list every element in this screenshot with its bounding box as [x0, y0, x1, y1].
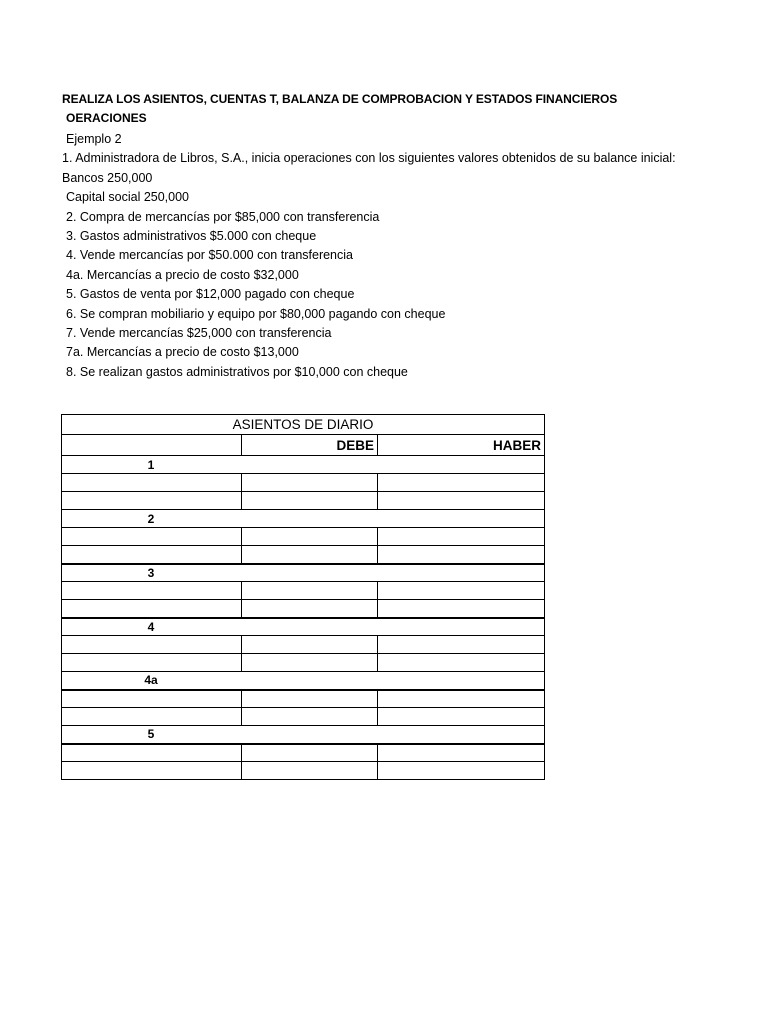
haber-cell[interactable] [378, 492, 545, 510]
debe-cell[interactable] [242, 690, 378, 708]
debe-cell[interactable] [242, 528, 378, 546]
operation-line: Ejemplo 2 [66, 132, 122, 146]
entry-number-row [62, 672, 545, 690]
entry-number: 3 [147, 565, 155, 580]
haber-cell[interactable] [378, 474, 545, 492]
entry-number: 5 [147, 727, 155, 742]
operation-line: 7. Vende mercancías $25,000 con transferencia [66, 325, 332, 340]
journal-table [61, 414, 545, 780]
haber-cell[interactable] [378, 762, 545, 780]
haber-cell[interactable] [378, 654, 545, 672]
entry-number-row [62, 456, 545, 474]
journal-title: ASIENTOS DE DIARIO [62, 415, 545, 435]
entry-number-row [62, 726, 545, 744]
debe-header: DEBE [242, 435, 378, 456]
operation-line: Capital social 250,000 [66, 190, 189, 205]
account-cell[interactable] [62, 492, 242, 510]
entry-number: 1 [147, 457, 155, 472]
haber-cell[interactable] [378, 708, 545, 726]
table-row [62, 762, 545, 780]
table-row [62, 474, 545, 492]
haber-header: HABER [378, 435, 545, 456]
table-row [62, 708, 545, 726]
operation-line: 8. Se realizan gastos administrativos por $10,000 con cheque [66, 364, 408, 379]
operation-line: 4. Vende mercancías por $50.000 con transferencia [66, 248, 353, 263]
table-row [62, 636, 545, 654]
account-cell[interactable] [62, 636, 242, 654]
account-cell[interactable] [62, 654, 242, 672]
table-row [62, 744, 545, 762]
table-row [62, 654, 545, 672]
account-cell[interactable] [62, 762, 242, 780]
operations-list [62, 130, 676, 382]
debe-cell[interactable] [242, 654, 378, 672]
haber-cell[interactable] [378, 600, 545, 618]
account-cell[interactable] [62, 600, 242, 618]
haber-cell[interactable] [378, 636, 545, 654]
table-row [62, 528, 545, 546]
document-heading: REALIZA LOS ASIENTOS, CUENTAS T, BALANZA DE COMPROBACION Y ESTADOS FINANCIEROS [62, 92, 618, 106]
account-cell[interactable] [62, 690, 242, 708]
operation-line: Bancos 250,000 [62, 170, 153, 185]
haber-cell[interactable] [378, 690, 545, 708]
operation-line: 5. Gastos de venta por $12,000 pagado con cheque [66, 287, 355, 302]
table-row [62, 690, 545, 708]
account-cell[interactable] [62, 528, 242, 546]
account-cell[interactable] [62, 708, 242, 726]
debe-cell[interactable] [242, 744, 378, 762]
debe-cell[interactable] [242, 762, 378, 780]
debe-cell[interactable] [242, 636, 378, 654]
debe-cell[interactable] [242, 600, 378, 618]
account-header-cell [62, 435, 242, 456]
operation-line: 2. Compra de mercancías por $85,000 con transferencia [66, 209, 380, 224]
entry-number: 4 [147, 619, 155, 634]
account-cell[interactable] [62, 546, 242, 564]
table-row [62, 492, 545, 510]
table-row [62, 546, 545, 564]
debe-cell[interactable] [242, 546, 378, 564]
debe-cell[interactable] [242, 708, 378, 726]
debe-cell[interactable] [242, 492, 378, 510]
operation-line: 4a. Mercancías a precio de costo $32,000 [66, 267, 299, 282]
table-row [62, 600, 545, 618]
entry-number: 4a [144, 673, 158, 688]
account-cell[interactable] [62, 474, 242, 492]
operation-line: 6. Se compran mobiliario y equipo por $80,000 pagando con cheque [66, 306, 446, 321]
entry-number: 2 [147, 511, 155, 526]
journal-header-row [62, 435, 545, 456]
debe-cell[interactable] [242, 474, 378, 492]
account-cell[interactable] [62, 582, 242, 600]
entry-number-row [62, 510, 545, 528]
haber-cell[interactable] [378, 528, 545, 546]
table-row [62, 582, 545, 600]
entry-number-row [62, 618, 545, 636]
operation-line: 3. Gastos administrativos $5.000 con cheque [66, 228, 317, 243]
journal-title-row [62, 415, 545, 435]
haber-cell[interactable] [378, 546, 545, 564]
operation-line: 7a. Mercancías a precio de costo $13,000 [66, 345, 299, 360]
haber-cell[interactable] [378, 582, 545, 600]
operation-line: 1. Administradora de Libros, S.A., inicia operaciones con los siguientes valores obtenidos de su balance inicial: [62, 151, 676, 166]
operations-subheading: OERACIONES [66, 111, 147, 125]
account-cell[interactable] [62, 744, 242, 762]
debe-cell[interactable] [242, 582, 378, 600]
haber-cell[interactable] [378, 744, 545, 762]
entry-number-row [62, 564, 545, 582]
